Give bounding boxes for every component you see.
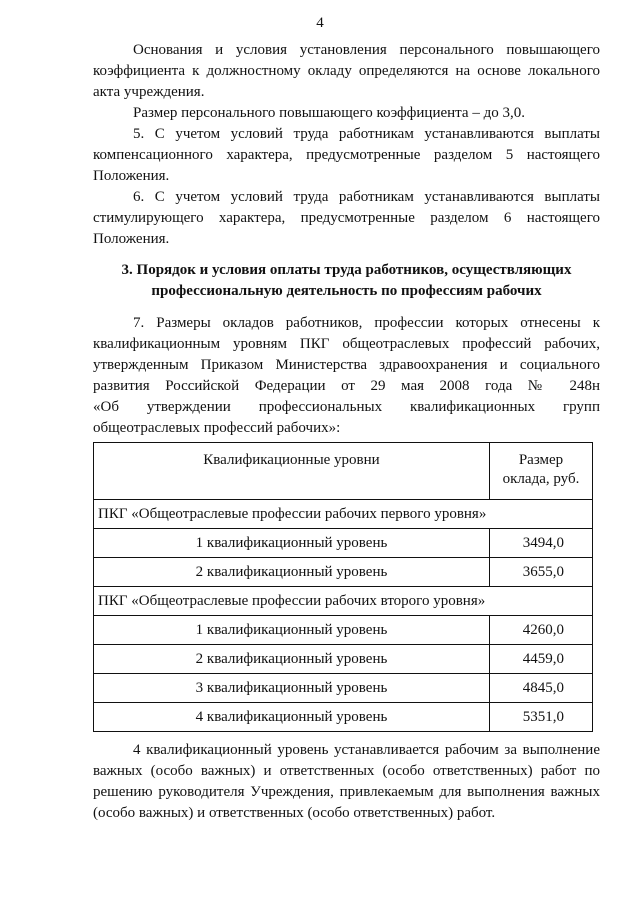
text-line: 7. Размеры окладов работников, профессии которых отнесены к	[133, 315, 600, 331]
paragraph-5	[93, 124, 600, 187]
text-line: утвержденным Приказом Министерства здравоохранения и социального	[93, 357, 600, 373]
paragraph-level-4-note	[93, 740, 600, 824]
level-name: 3 квалификационный уровень	[94, 674, 490, 703]
paragraph-7	[93, 313, 600, 439]
text-line: компенсационного характера, предусмотренные разделом 5 настоящего	[93, 147, 600, 163]
text-line: 6. С учетом условий труда работникам устанавливаются выплаты	[133, 189, 600, 205]
text-line: Размер персонального повышающего коэффициента – до 3,0.	[133, 105, 525, 121]
group-title: ПКГ «Общеотраслевые профессии рабочих первого уровня»	[94, 500, 593, 529]
section-heading-line: профессиональную деятельность по профессиям рабочих	[151, 283, 542, 299]
text-line: решению руководителя Учреждения, привлекаемым для выполнения важных	[93, 784, 600, 800]
text-line: «Об утверждении профессиональных квалификационных групп	[93, 399, 600, 415]
level-name: 4 квалификационный уровень	[94, 703, 490, 732]
level-name: 2 квалификационный уровень	[94, 558, 490, 587]
section-heading	[93, 260, 600, 302]
level-name: 1 квалификационный уровень	[94, 529, 490, 558]
text-line: важных (особо важных) и ответственных (особо ответственных) работ по	[93, 763, 600, 779]
paragraph-basis	[93, 40, 600, 103]
text-line: Основания и условия установления персонального повышающего	[133, 42, 600, 58]
table-row	[94, 529, 593, 558]
level-name: 2 квалификационный уровень	[94, 645, 490, 674]
table-row	[94, 674, 593, 703]
header-qualification-levels: Квалификационные уровни	[94, 443, 490, 500]
text-line: Положения.	[93, 231, 170, 247]
page-number: 4	[316, 15, 324, 31]
level-salary: 3494,0	[490, 529, 593, 558]
table-group-row	[94, 587, 593, 616]
table-group-row	[94, 500, 593, 529]
table-header-row	[94, 443, 593, 500]
text-line: Положения.	[93, 168, 170, 184]
text-line: акта учреждения.	[93, 84, 205, 100]
group-title: ПКГ «Общеотраслевые профессии рабочих второго уровня»	[94, 587, 593, 616]
level-name: 1 квалификационный уровень	[94, 616, 490, 645]
table-row	[94, 703, 593, 732]
paragraph-coefficient-size	[93, 103, 600, 124]
intro-text	[93, 40, 600, 250]
section-heading-line: 3. Порядок и условия оплаты труда работников, осуществляющих	[121, 262, 572, 278]
text-line: 4 квалификационный уровень устанавливается рабочим за выполнение	[133, 742, 600, 758]
paragraph-6	[93, 187, 600, 250]
table-row	[94, 616, 593, 645]
text-line: общеотраслевых профессий рабочих»:	[93, 420, 341, 436]
text-line: квалификационным уровням ПКГ общеотраслевых профессий рабочих,	[93, 336, 600, 352]
table-row	[94, 645, 593, 674]
text-line: (особо важных) и ответственных (особо ответственных) работ.	[93, 805, 496, 821]
header-salary	[490, 443, 593, 500]
level-salary: 5351,0	[490, 703, 593, 732]
level-salary: 4459,0	[490, 645, 593, 674]
text-line: коэффициента к должностному окладу определяются на основе локального	[93, 63, 600, 79]
level-salary: 4845,0	[490, 674, 593, 703]
level-salary: 3655,0	[490, 558, 593, 587]
table-row	[94, 558, 593, 587]
text-line: 5. С учетом условий труда работникам устанавливаются выплаты	[133, 126, 600, 142]
level-salary: 4260,0	[490, 616, 593, 645]
header-salary-line: оклада, руб.	[502, 471, 580, 487]
salary-table	[93, 442, 593, 732]
text-line: стимулирующего характера, предусмотренные разделом 6 настоящего	[93, 210, 600, 226]
header-salary-line: Размер	[518, 452, 564, 468]
text-line: развития Российской Федерации от 29 мая 2008 года № 248н	[93, 378, 600, 394]
